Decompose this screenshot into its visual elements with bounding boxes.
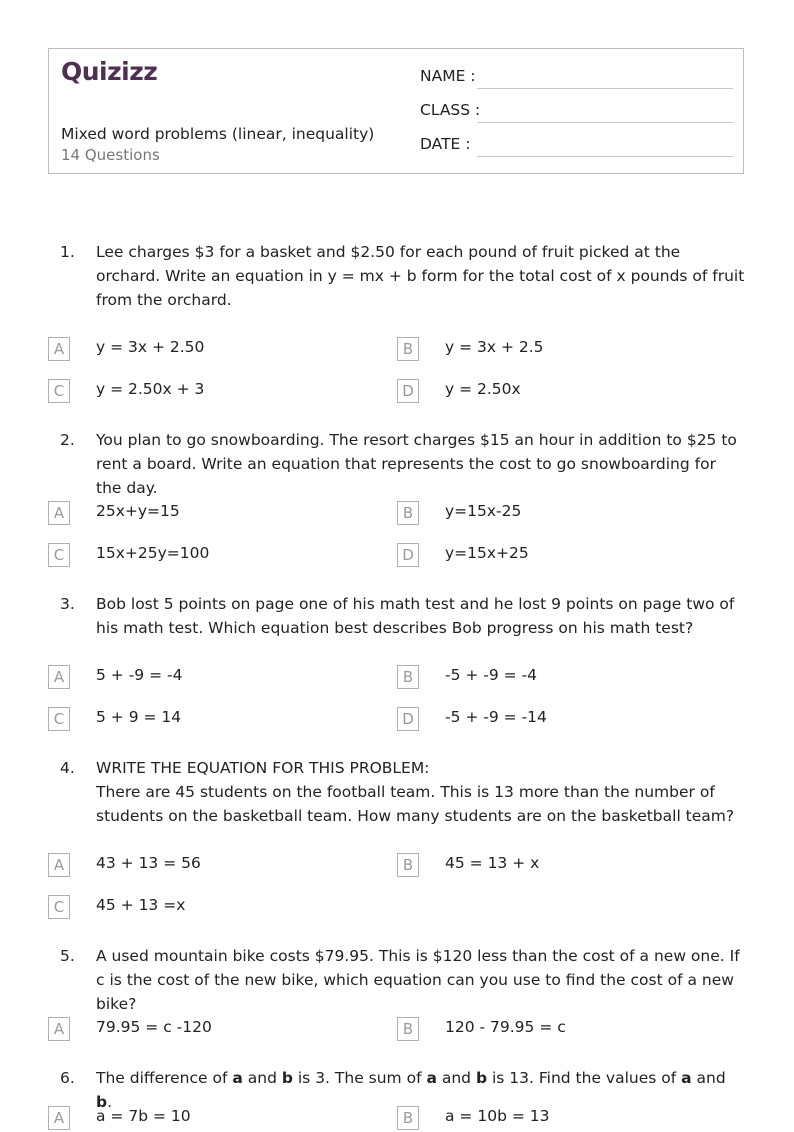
text-part: . [107,1093,113,1111]
option-text: y=15x+25 [445,544,529,562]
option-text: 15x+25y=100 [96,544,210,562]
option-letter: A [48,1017,70,1041]
option-text: y = 2.50x + 3 [96,380,205,398]
question-heading: WRITE THE EQUATION FOR THIS PROBLEM: [96,759,430,777]
option-letter: A [48,501,70,525]
question-number: 3. [60,595,75,613]
option-text: -5 + -9 = -4 [445,666,538,684]
text-part: and [436,1069,476,1087]
class-label: CLASS : [420,101,481,119]
text-part: and [242,1069,282,1087]
option-text: a = 7b = 10 [96,1107,191,1125]
variable-b: b [281,1069,293,1087]
option-letter: B [397,853,419,877]
question-number: 1. [60,243,75,261]
option-letter: B [397,501,419,525]
option-letter: B [397,337,419,361]
option-letter: A [48,665,70,689]
class-field[interactable] [420,101,733,123]
option-letter: B [397,1106,419,1130]
option-letter: D [397,707,419,731]
option-text: 45 = 13 + x [445,854,540,872]
option-text: 5 + -9 = -4 [96,666,183,684]
question-text-block [96,756,746,828]
variable-a: a [681,1069,692,1087]
name-line[interactable] [477,88,733,89]
text-part: is 3. The sum of [292,1069,427,1087]
option-text: 79.95 = c -120 [96,1018,212,1036]
text-part: and [691,1069,726,1087]
option-text: y = 3x + 2.5 [445,338,544,356]
option-text: y = 3x + 2.50 [96,338,205,356]
option-text: 45 + 13 =x [96,896,186,914]
option-text: y = 2.50x [445,380,521,398]
question-text: You plan to go snowboarding. The resort charges $15 an hour in addition to $25 to rent a board. Write an equation that represents the cost to go snowboarding for the day. [96,431,737,497]
worksheet-header [48,48,744,174]
option-text: 120 - 79.95 = c [445,1018,566,1036]
option-letter: D [397,379,419,403]
question-number: 6. [60,1069,75,1087]
option-text: a = 10b = 13 [445,1107,550,1125]
variable-b: b [96,1093,108,1111]
text-part: The difference of [96,1069,233,1087]
option-letter: B [397,1017,419,1041]
question-text: Bob lost 5 points on page one of his math test and he lost 9 points on page two of his math test. Which equation best describes Bob progress on his math test? [96,595,735,637]
date-label: DATE : [420,135,471,153]
question-count: 14 Questions [61,146,160,164]
quizizz-logo: Quizizz [61,57,158,86]
question-number: 4. [60,759,75,777]
variable-a: a [426,1069,437,1087]
option-letter: C [48,895,70,919]
name-label: NAME : [420,67,476,85]
option-text: y=15x-25 [445,502,522,520]
question-text: There are 45 students on the football team. This is 13 more than the number of students on the basketball team. How many students are on the basketball team? [96,783,735,825]
question-text [96,1066,746,1114]
question-text: A used mountain bike costs $79.95. This is $120 less than the cost of a new one. If c is the cost of the new bike, which equation can you use to find the cost of a new bike? [96,947,740,1013]
date-line[interactable] [477,156,733,157]
class-line[interactable] [477,122,733,123]
option-letter: A [48,853,70,877]
variable-b: b [475,1069,488,1087]
option-letter: A [48,337,70,361]
option-letter: D [397,543,419,567]
option-letter: C [48,543,70,567]
date-field[interactable] [420,135,733,157]
option-text: 43 + 13 = 56 [96,854,201,872]
text-part: is 13. Find the values of [487,1069,682,1087]
question-text: Lee charges $3 for a basket and $2.50 for each pound of fruit picked at the orchard. Write an equation in y = mx + b form for the total cost of x pounds of fruit from the orchard. [96,243,745,309]
option-text: 25x+y=15 [96,502,180,520]
question-number: 5. [60,947,75,965]
option-letter: C [48,707,70,731]
question-number: 2. [60,431,75,449]
option-text: -5 + -9 = -14 [445,708,547,726]
variable-a: a [232,1069,243,1087]
option-text: 5 + 9 = 14 [96,708,182,726]
option-letter: C [48,379,70,403]
option-letter: A [48,1106,70,1130]
name-field[interactable] [420,67,733,89]
worksheet-title: Mixed word problems (linear, inequality) [61,125,375,143]
option-letter: B [397,665,419,689]
